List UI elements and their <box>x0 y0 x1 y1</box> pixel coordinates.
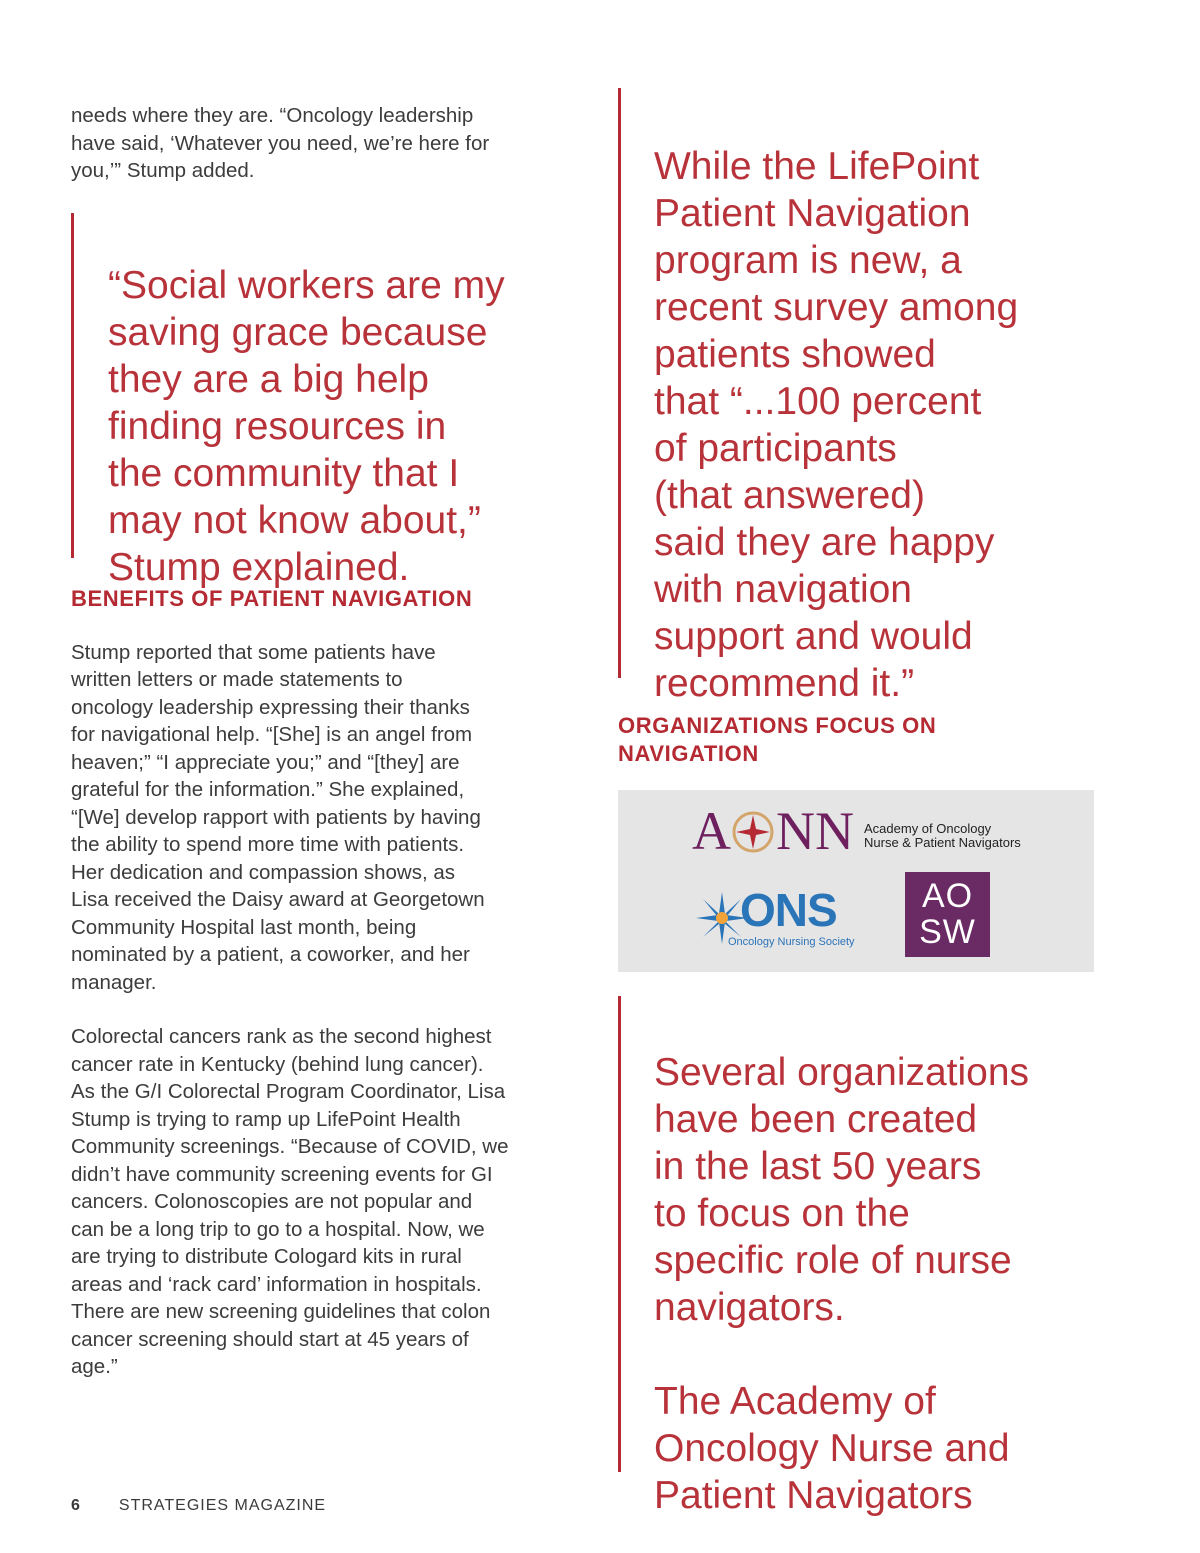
ons-subtitle: Oncology Nursing Society <box>728 936 855 948</box>
ons-logo <box>694 886 864 952</box>
aonn-mark-nn: NN <box>776 801 854 861</box>
page-number: 6 <box>71 1497 81 1514</box>
benefits-paragraph-2: Colorectal cancers rank as the second highest cancer rate in Kentucky (behind lung cancer). As the G/I Colorectal Program Coordinator, Lisa Stump is trying to ramp up LifePoint Health Community screenings. “Because of COVID, we didn’t have community screening events for GI cancers. Colonoscopies are not popular and can be a long trip to go to a hospital. Now, we are trying to distribute Cologard kits in rural areas and ‘rack card’ information in hospitals. There are new screening guidelines that colon cancer screening should start at 45 years of age.” <box>71 1025 509 1378</box>
compass-star-icon <box>731 810 775 854</box>
intro-paragraph: needs where they are. “Oncology leadership have said, ‘Whatever you need, we’re here for you,’” Stump added. <box>71 104 490 182</box>
aosw-top: AO <box>921 877 974 915</box>
ons-wordmark: ONS <box>740 884 837 936</box>
right-column <box>618 88 1094 1517</box>
benefits-heading: BENEFITS OF PATIENT NAVIGATION <box>71 585 473 611</box>
page-footer <box>71 1497 326 1515</box>
pull-quote-social-workers <box>71 213 591 589</box>
pull-quote-survey <box>618 88 1094 705</box>
aosw-bottom: SW <box>919 913 976 951</box>
magazine-name: STRATEGIES MAGAZINE <box>118 1497 327 1514</box>
aonn-mark-a: A <box>692 801 731 861</box>
organizations-quote-text: Several organizations have been created in the last 50 years to focus on the specific role of nurse navigators. The Academy of Oncology Nurse and Patient Navigators <box>654 1051 1030 1517</box>
pull-quote-text: “Social workers are my saving grace because they are a big help finding resources in the community that I may not know about,” Stump explained. <box>108 263 505 589</box>
benefits-paragraph-1: Stump reported that some patients have written letters or made statements to oncology leadership expressing their thanks for navigational help. “[She] is an angel from heaven;” “I appreciate you;” and “[they] are grateful for the information.” She explained, “[We] develop rapport with patients by having the ability to spend more time with patients. Her dedication and compassion shows, as Lisa received the Daisy award at Georgetown Community Hospital last month, being nominated by a patient, a coworker, and her manager. <box>71 640 485 994</box>
organization-logos-panel <box>618 790 1094 972</box>
organizations-heading: ORGANIZATIONS FOCUS ON NAVIGATION <box>618 713 937 766</box>
aonn-name-line-1: Academy of Oncology <box>864 821 992 836</box>
survey-quote-text: While the LifePoint Patient Navigation program is new, a recent survey among patients showed that “...100 percent of participants (that answered) said they are happy with navigation support and would recommend it.” <box>654 145 1019 705</box>
aosw-logo <box>905 872 990 957</box>
left-column <box>71 102 591 1381</box>
pull-quote-organizations <box>618 996 1094 1517</box>
aonn-logo <box>692 801 1032 861</box>
aonn-name-line-2: Nurse & Patient Navigators <box>864 835 1021 850</box>
